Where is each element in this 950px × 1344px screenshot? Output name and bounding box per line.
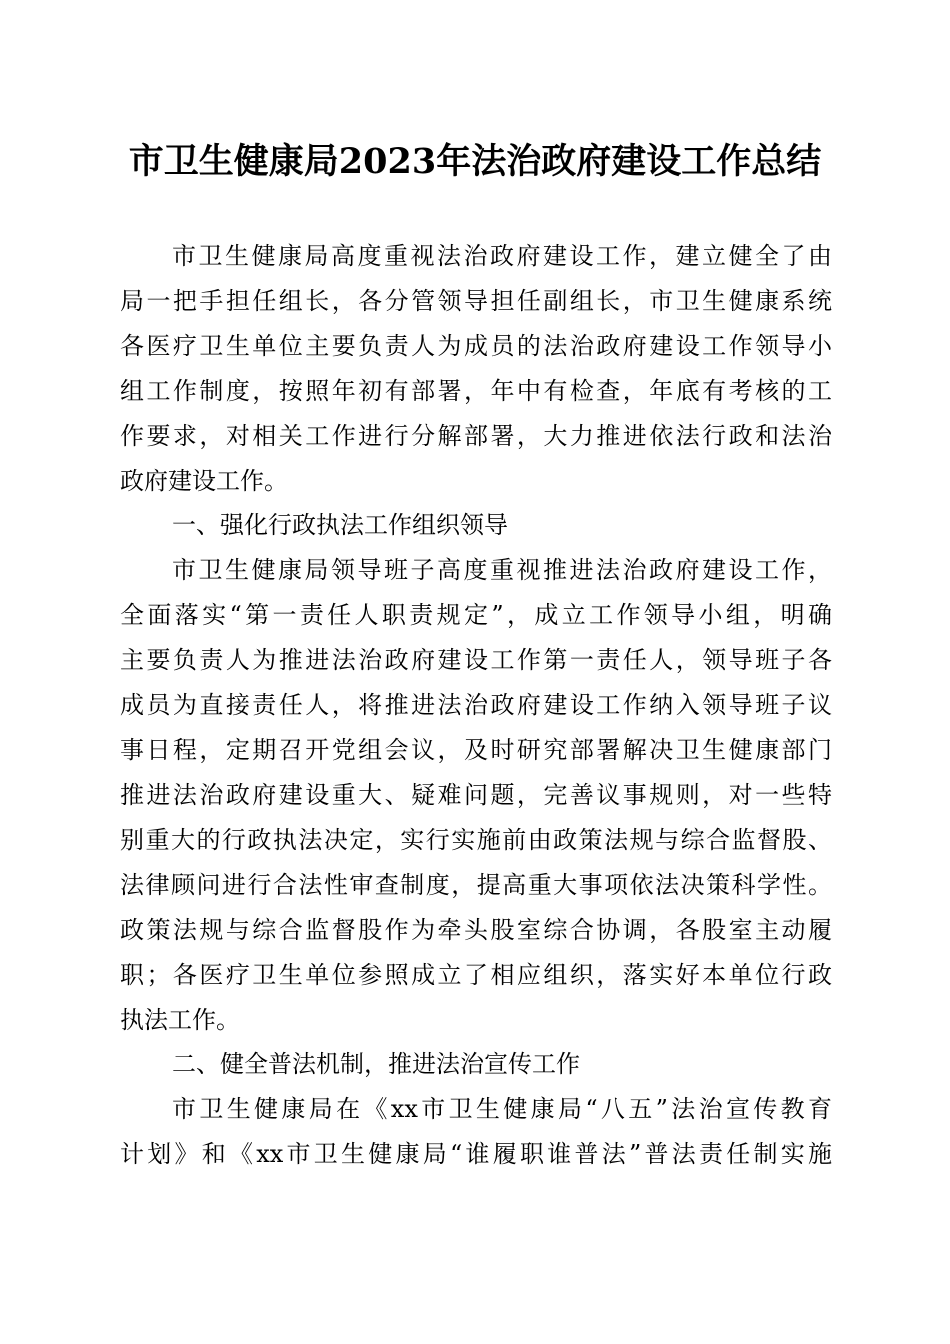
paragraph-2-line: 市卫生健康局领导班子高度重视推进法治政府建设工作， — [172, 556, 832, 584]
paragraph-2-line: 主要负责人为推进法治政府建设工作第一责任人，领导班子各 — [120, 646, 832, 674]
document-title: 市卫生健康局2023年法治政府建设工作总结 — [128, 141, 822, 182]
paragraph-1-line: 组工作制度，按照年初有部署，年中有检查，年底有考核的工 — [120, 377, 832, 405]
paragraph-2-line: 事日程，定期召开党组会议，及时研究部署解决卫生健康部门 — [120, 736, 832, 764]
paragraph-1-line: 政府建设工作。 — [120, 467, 288, 495]
section-heading-1: 一、强化行政执法工作组织领导 — [172, 511, 508, 539]
paragraph-1-line: 各医疗卫生单位主要负责人为成员的法治政府建设工作领导小 — [120, 332, 832, 360]
paragraph-2-line: 全面落实“第一责任人职责规定”，成立工作领导小组，明确 — [120, 601, 832, 629]
paragraph-2-line: 政策法规与综合监督股作为牵头股室综合协调，各股室主动履 — [120, 916, 832, 944]
paragraph-1-line: 局一把手担任组长，各分管领导担任副组长，市卫生健康系统 — [120, 287, 832, 315]
paragraph-1-line: 作要求，对相关工作进行分解部署，大力推进依法行政和法治 — [120, 422, 832, 450]
section-heading-2: 二、健全普法机制，推进法治宣传工作 — [172, 1050, 580, 1078]
paragraph-1-line: 市卫生健康局高度重视法治政府建设工作，建立健全了由 — [172, 242, 832, 270]
paragraph-2-line: 职；各医疗卫生单位参照成立了相应组织，落实好本单位行政 — [120, 961, 832, 989]
paragraph-2-line: 法律顾问进行合法性审查制度，提高重大事项依法决策科学性。 — [120, 871, 832, 899]
paragraph-2-line: 推进法治政府建设重大、疑难问题，完善议事规则，对一些特 — [120, 781, 832, 809]
paragraph-3-line: 市卫生健康局在《xx市卫生健康局“八五”法治宣传教育 — [172, 1095, 832, 1123]
paragraph-2-line: 别重大的行政执法决定，实行实施前由政策法规与综合监督股、 — [120, 826, 832, 854]
paragraph-2-line: 执法工作。 — [120, 1006, 240, 1034]
paragraph-3-line: 计划》和《xx市卫生健康局“谁履职谁普法”普法责任制实施 — [120, 1140, 832, 1168]
paragraph-2-line: 成员为直接责任人，将推进法治政府建设工作纳入领导班子议 — [120, 691, 832, 719]
